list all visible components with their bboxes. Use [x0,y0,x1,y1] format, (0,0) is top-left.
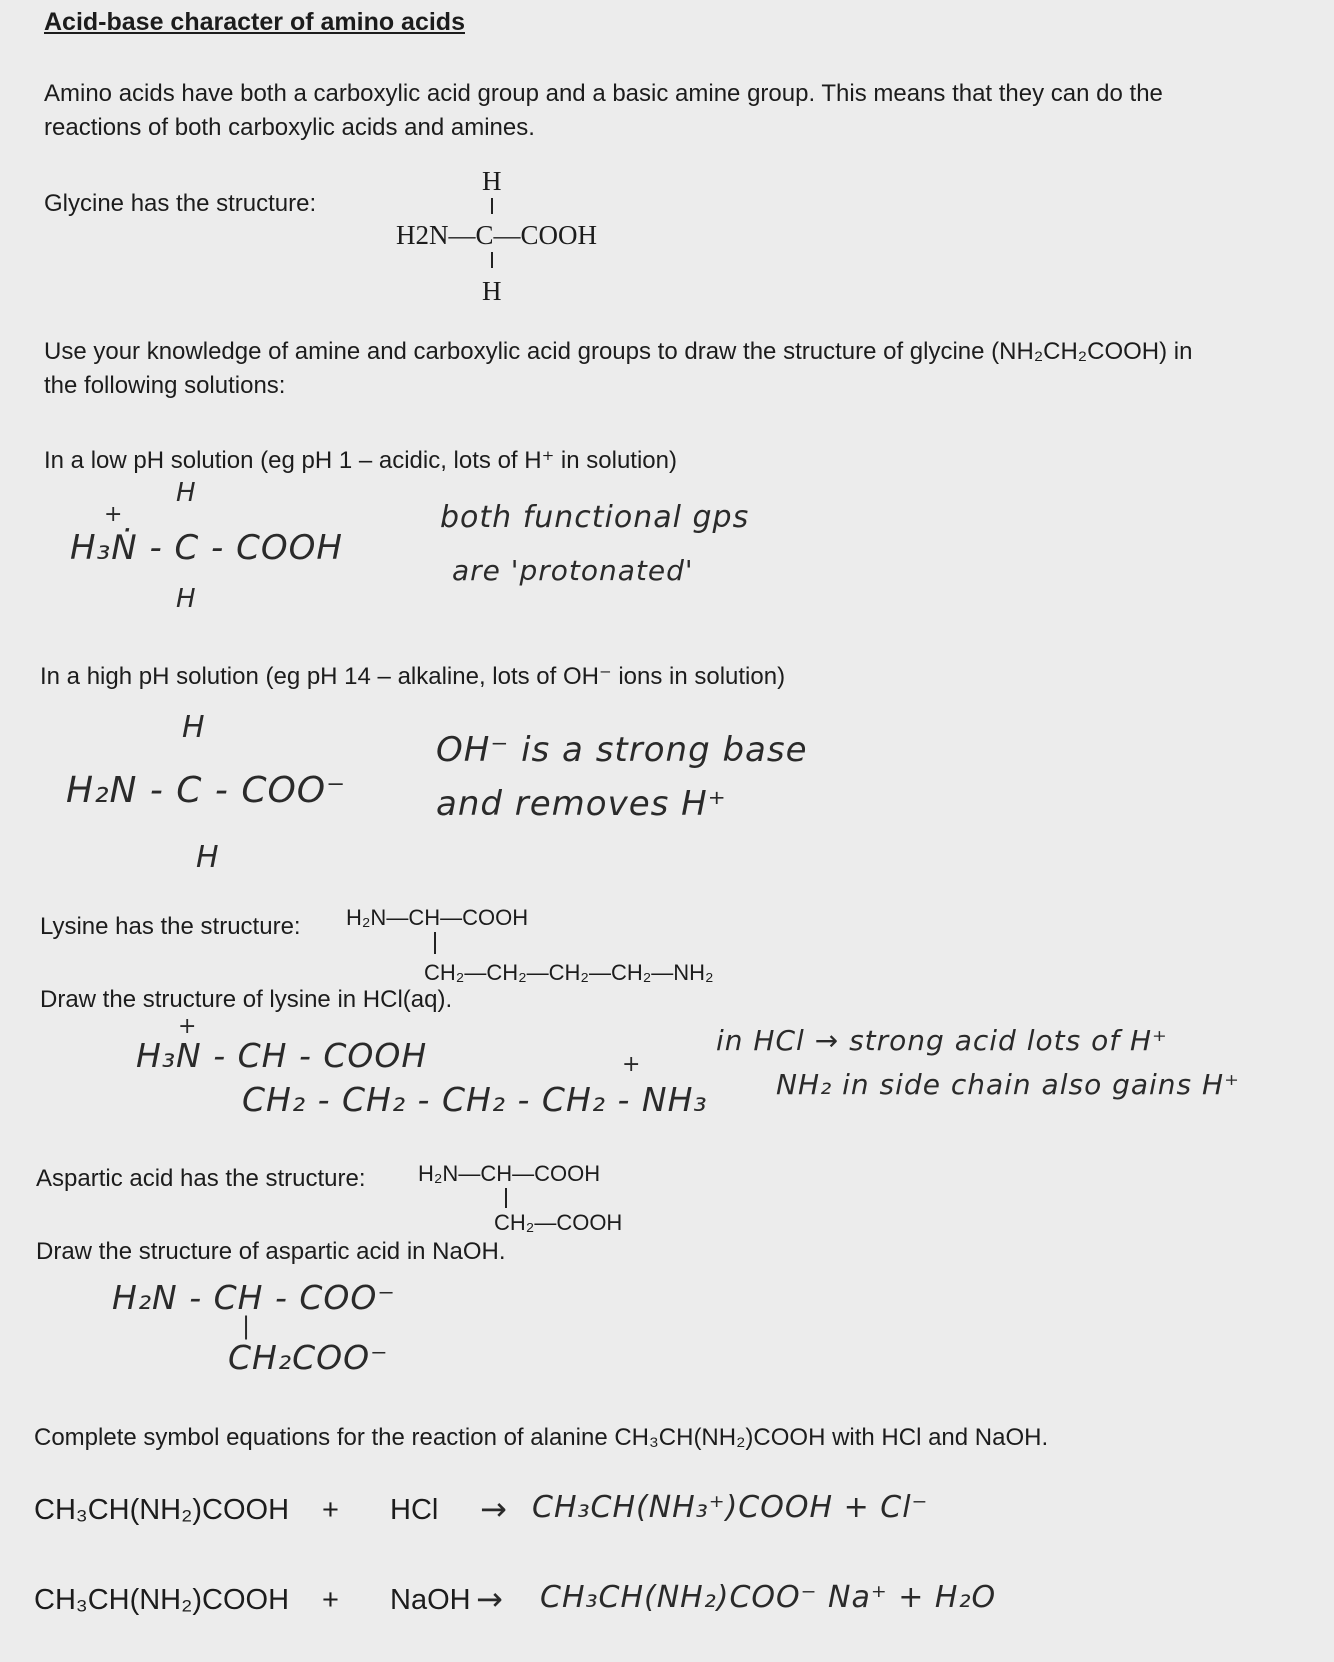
low-ph-top-h: H [176,478,197,508]
high-ph-bottom-h: H [196,840,220,875]
eq1-plus: + [322,1494,339,1526]
low-ph-heading: In a low pH solution (eg pH 1 – acidic, lots of H⁺ in solution) [44,447,677,474]
eq1-reagent: HCl [390,1494,439,1526]
eq2-product: CH₃CH(NH₂)COO⁻ Na⁺ + H₂O [540,1580,997,1615]
aspartic-label: Aspartic acid has the structure: [36,1165,366,1192]
eq2-reactant: CH₃CH(NH₂)COOH [34,1584,290,1616]
high-ph-note-line-1: OH⁻ is a strong base [436,730,808,770]
eq2-reagent: NaOH [390,1584,471,1616]
eq1-arrow: → [480,1490,508,1528]
aspartic-answer-main: H₂N - CH - COO⁻ [112,1278,396,1317]
eq2-arrow: → [476,1580,504,1618]
aspartic-side-bond [505,1188,507,1208]
intro-line-2: reactions of both carboxylic acids and amines. [44,114,535,141]
lysine-note-line-1: in HCl → strong acid lots of H⁺ [716,1024,1168,1057]
aspartic-answer-side: CH₂COO⁻ [228,1338,389,1377]
glycine-label: Glycine has the structure: [44,190,317,217]
page-title: Acid-base character of amino acids [44,8,465,36]
lysine-question: Draw the structure of lysine in HCl(aq). [40,986,453,1013]
glycine-bottom-h: H [482,276,502,306]
eq1-product: CH₃CH(NH₃⁺)COOH + Cl⁻ [532,1490,929,1525]
aspartic-answer-bond: | [242,1312,252,1340]
instruction-line-2: the following solutions: [44,372,286,399]
glycine-top-bond [491,198,493,214]
instruction-line-1: Use your knowledge of amine and carboxylic acid groups to draw the structure of glycine (NH₂CH₂COOH) in [44,338,1193,365]
eq1-reactant: CH₃CH(NH₂)COOH [34,1494,290,1526]
aspartic-main-chain: H₂N—CH—COOH [418,1161,601,1186]
intro-line-1: Amino acids have both a carboxylic acid group and a basic amine group. This means that they can do the [44,80,1163,107]
low-ph-chain: H₃Ṅ - C - COOH [70,528,343,568]
aspartic-side-chain: CH₂—COOH [494,1210,623,1235]
glycine-top-h: H [482,166,502,196]
glycine-main-chain: H2N—C—COOH [396,220,598,250]
low-ph-bottom-h: H [176,584,197,614]
lysine-label: Lysine has the structure: [40,913,301,940]
lysine-side-bond [434,932,436,954]
high-ph-heading: In a high pH solution (eg pH 14 – alkaline, lots of OH⁻ ions in solution) [40,663,786,690]
lysine-side-chain: CH₂—CH₂—CH₂—CH₂—NH₂ [424,960,714,985]
high-ph-chain: H₂N - C - COO⁻ [66,770,347,811]
glycine-bottom-bond [491,252,493,268]
lysine-note-line-2: NH₂ in side chain also gains H⁺ [776,1068,1240,1101]
lysine-main-chain: H₂N—CH—COOH [346,905,529,930]
aspartic-question: Draw the structure of aspartic acid in NaOH. [36,1238,506,1265]
high-ph-note-line-2: and removes H⁺ [436,784,727,824]
low-ph-plus: + [104,502,124,527]
lysine-answer-side: CH₂ - CH₂ - CH₂ - CH₂ - NH₃ [242,1080,708,1119]
high-ph-top-h: H [182,710,206,745]
lysine-answer-plus: + [178,1014,198,1039]
low-ph-note-line-1: both functional gps [440,500,750,535]
lysine-answer-side-plus: + [622,1052,642,1077]
eq2-plus: + [322,1584,339,1616]
alanine-question: Complete symbol equations for the reaction of alanine CH₃CH(NH₂)COOH with HCl and NaOH. [34,1424,1049,1451]
low-ph-note-line-2: are 'protonated' [452,554,694,587]
lysine-answer-main: H₃N - CH - COOH [136,1036,428,1075]
